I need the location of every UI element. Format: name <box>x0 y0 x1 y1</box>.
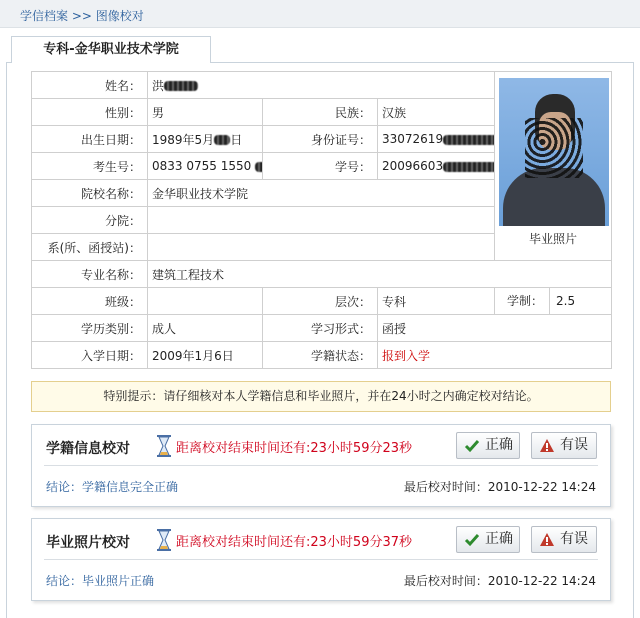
level-value: 专科 <box>378 288 495 315</box>
redaction-mark <box>164 81 198 91</box>
photo-countdown: 距离校对结束时间还有:23小时59分37秒 <box>176 535 413 550</box>
branch-label: 分院： <box>32 207 148 234</box>
branch-value <box>148 207 495 234</box>
photo-error-button[interactable]: 有误 <box>531 526 597 553</box>
studentno-value: 20096603 <box>378 153 495 180</box>
redaction-mark <box>443 135 494 145</box>
record-check-box <box>31 424 611 507</box>
ethnic-label: 民族： <box>263 99 378 126</box>
photo-cell <box>495 72 612 261</box>
photo-conclusion: 结论：毕业照片正确 <box>46 574 155 588</box>
major-label: 专业名称： <box>32 261 148 288</box>
class-label: 班级： <box>32 288 148 315</box>
level-label: 层次： <box>263 288 378 315</box>
record-last-check-time: 最后校对时间：2010-12-22 14:24 <box>403 480 596 494</box>
breadcrumb <box>0 0 640 28</box>
idno-value: 33072619 <box>378 126 495 153</box>
class-value <box>148 288 263 315</box>
category-label: 学历类别： <box>32 315 148 342</box>
record-error-button[interactable]: 有误 <box>531 432 597 459</box>
school-value: 金华职业技术学院 <box>148 180 495 207</box>
warning-icon <box>539 438 555 453</box>
gender-label: 性别： <box>32 99 148 126</box>
photo-correct-button[interactable]: 正确 <box>456 526 520 553</box>
breadcrumb-current: 图像校对 <box>95 9 144 23</box>
breadcrumb-root[interactable]: 学信档案 <box>20 9 69 23</box>
record-conclusion: 结论：学籍信息完全正确 <box>46 480 179 494</box>
record-check-title: 学籍信息校对 <box>46 441 130 457</box>
photo-last-check-time: 最后校对时间：2010-12-22 14:24 <box>403 574 596 588</box>
warning-icon <box>539 532 555 547</box>
dept-value <box>148 234 495 261</box>
enroll-value: 2009年1月6日 <box>148 342 263 369</box>
photo-check-title: 毕业照片校对 <box>46 535 130 551</box>
name-label: 姓名： <box>32 72 148 99</box>
duration-label: 学制： <box>495 288 550 314</box>
ethnic-value: 汉族 <box>378 99 495 126</box>
birth-label: 出生日期： <box>32 126 148 153</box>
form-value: 函授 <box>378 315 612 342</box>
duration-cell <box>495 288 612 315</box>
hourglass-icon <box>156 529 172 551</box>
gender-value: 男 <box>148 99 263 126</box>
form-label: 学习形式： <box>263 315 378 342</box>
studentno-label: 学号： <box>263 153 378 180</box>
breadcrumb-separator: >> <box>71 9 92 23</box>
special-notice: 特别提示：请仔细核对本人学籍信息和毕业照片，并在24小时之内确定校对结论。 <box>31 381 611 412</box>
check-icon <box>464 532 480 547</box>
student-info-table <box>31 71 612 369</box>
photo-check-box <box>31 518 611 601</box>
enroll-label: 入学日期： <box>32 342 148 369</box>
category-value: 成人 <box>148 315 263 342</box>
check-icon <box>464 438 480 453</box>
name-value: 洪 <box>148 72 495 99</box>
examno-value: 0833 0755 1550 <box>148 153 263 180</box>
status-label: 学籍状态： <box>263 342 378 369</box>
tab-school[interactable]: 专科-金华职业技术学院 <box>11 36 211 63</box>
hourglass-icon <box>156 435 172 457</box>
record-correct-button[interactable]: 正确 <box>456 432 520 459</box>
idno-label: 身份证号： <box>263 126 378 153</box>
record-countdown: 距离校对结束时间还有:23小时59分23秒 <box>176 441 413 456</box>
status-value: 报到入学 <box>378 342 612 369</box>
major-value: 建筑工程技术 <box>148 261 612 288</box>
dept-label: 系(所、函授站)： <box>32 234 148 261</box>
graduation-photo <box>499 78 609 226</box>
photo-caption: 毕业照片 <box>529 232 578 246</box>
birth-value: 1989年5月 日 <box>148 126 263 153</box>
school-label: 院校名称： <box>32 180 148 207</box>
duration-value: 2.5 <box>556 294 576 308</box>
examno-label: 考生号： <box>32 153 148 180</box>
redaction-mark <box>443 162 494 172</box>
